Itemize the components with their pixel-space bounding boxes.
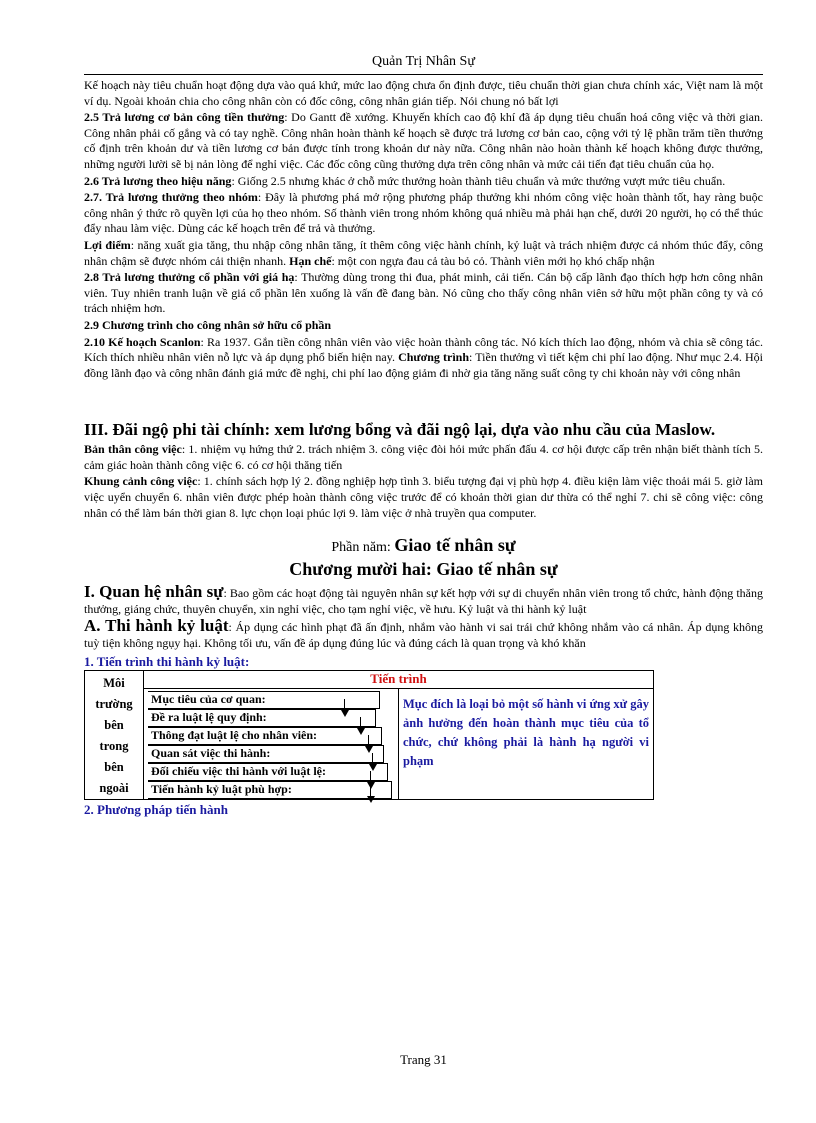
section-3-heading: III. Đãi ngộ phi tài chính: xem lương bổng và đãi ngộ lại, dựa vào nhu cầu của Maslow. <box>84 420 716 440</box>
item-text: : 1. nhiệm vụ hứng thứ 2. trách nhiệm 3. công việc đòi hỏi mức phấn đấu 4. cơ hội được cấp trên nhận biết thành tích 5. cảm giác hoàn thành công việc 6. có cơ hội thăng tiến <box>84 442 763 472</box>
environment-cell <box>85 671 144 800</box>
process-column-header: Tiến trình <box>144 671 654 689</box>
env-word: bên <box>104 718 124 733</box>
item-text: : một con ngựa đau cả tàu bỏ cỏ. Thành viên mới họ khó chấp nhận <box>331 253 655 268</box>
process-step: Mục tiêu của cơ quan: <box>148 691 380 709</box>
process-step: Thông đạt luật lệ cho nhân viên: <box>148 727 382 745</box>
env-word: ngoài <box>99 781 129 796</box>
discipline-process-table <box>84 670 654 800</box>
page-number: Trang 31 <box>400 1052 447 1067</box>
item-2-9 <box>84 318 763 334</box>
item-text: : Tiền thưởng vì tiết kệm chi phí lao động. Như mục 2.4. Hội đồng lãnh đạo và công nhân đánh giá mức đề nghị, chi phí lao động giảm đi nhờ gia tăng năng suất công ty chi khoản này với công nhân <box>84 350 763 380</box>
item-text: : năng xuất gia tăng, thu nhập công nhân tăng, ít thêm công việc hành chính, kỷ luật và trách nhiệm được cả nhóm thúc đẩy, công nhân chậm sẽ được nhóm cải thiện nhanh. <box>84 237 763 268</box>
chapter-title: Chương mười hai: Giao tế nhân sự <box>289 559 558 580</box>
page-content <box>84 78 763 818</box>
work-environment-paragraph <box>84 474 763 521</box>
process-steps-cell <box>144 688 399 799</box>
env-word: Môi <box>103 676 125 691</box>
arrow-down-icon <box>368 753 378 771</box>
process-heading: 1. Tiến trình thi hành kỷ luật: <box>84 653 250 669</box>
item-label: 2.10 Kế hoạch Scanlon <box>84 334 201 349</box>
header-rule <box>84 74 763 75</box>
item-label: A. Thi hành kỷ luật <box>84 616 229 636</box>
item-label: 2.9 Chương trình cho công nhân sở hữu cổ phần <box>84 317 332 332</box>
intro-paragraph: Kế hoạch này tiêu chuẩn hoạt động dựa vào quá khứ, mức lao động chưa ổn định được, tiêu chuẩn thời gian chưa chính xác, Việt nam là một ví dụ. Ngoài khoản chia cho công nhân còn có đốc công, công nhân gián tiếp. Nói chung nó bất lợi <box>84 78 763 108</box>
arrow-down-icon <box>366 785 376 803</box>
item-text: : 1. chính sách hợp lý 2. đồng nghiệp hợp tình 3. biểu tượng đại vị phù hợp 4. điều kiện làm việc thoải mái 5. giờ làm việc uyển chuyển 6. nhân viên được phép hoàn thành công việc trước để có khoản thời gian dư thừa có thể nghỉ 7. chi sẽ công việc: công nhân có thể làm bán thời gian 8. lực chọn loại phúc lợi 9. làm việc ở nhà truyền qua computer. <box>84 474 764 520</box>
item-label: I. Quan hệ nhân sự <box>84 582 224 602</box>
item-2-6 <box>84 174 763 190</box>
item-label: 2.6 Trả lương theo hiệu năng <box>84 173 232 188</box>
env-word: trong <box>99 739 129 754</box>
item-text: : Đây là phương phá mở rộng phương pháp thưởng khi nhóm công việc hoàn thành tốt, hay ràng buộc công nhân ý thức rõ quyền lợi của họ theo nhóm. Số thành viên trong nhóm không quá nhiều mà phải hạn chế, dưới 20 người, họ có thể thúc đẩy nhau làm việc. Dùng các kế hoạch trên để trả và thưởng. <box>84 190 764 236</box>
item-label: Hạn chế <box>289 253 332 268</box>
advantages-paragraph <box>84 238 763 269</box>
process-step: Đối chiếu việc thi hành với luật lệ: <box>148 763 388 781</box>
page-header: Quản Trị Nhân Sự <box>372 54 475 69</box>
part-title-text: Giao tế nhân sự <box>394 535 516 556</box>
arrow-down-icon <box>340 699 350 717</box>
arrow-down-icon <box>356 717 366 735</box>
process-description: Mục đích là loại bỏ một số hành vi ứng xử gây ảnh hưởng đến hoàn thành mục tiêu của tổ chức, chứ không phải là hành hạ người vi phạm <box>399 688 654 799</box>
process-step: Đề ra luật lệ quy định: <box>148 709 376 727</box>
item-2-8 <box>84 270 763 317</box>
item-label: 2.5 Trả lương cơ bản công tiền thưởng <box>84 110 285 125</box>
env-word: trường <box>95 697 133 712</box>
process-step: Tiến hành kỷ luật phù hợp: <box>148 781 392 799</box>
item-text: : Do Gantt đề xướng. Khuyến khích cao độ khí đã áp dụng tiêu chuẩn hoá công việc và thời gian. Công nhân phải cố gắng và có tay nghề. Công nhân hoàn thành kế hoạch sẽ được trả lương cơ bản cao, cộng với tỷ lệ phần trăm tiền thưởng cố định trên khoản dư và tiền lương cơ bản được tính trong khoản dư này nữa. Công nhân nào hoàn thành kế hoạch không được thưởng, những người lười sẽ bị nản lòng để nghỉ việc. Các đốc công cũng thưởng dựa trên công nhân và mức cải tiến đạt tiêu chuẩn của họ. <box>84 110 763 171</box>
hr-relations-paragraph <box>84 584 763 617</box>
item-text: : Giống 2.5 nhưng khác ở chỗ mức thưởng hoàn thành tiêu chuẩn và mức thưởng vượt mức tiêu chuẩn. <box>231 173 726 188</box>
part-title <box>84 535 763 558</box>
item-label: Khung cảnh công việc <box>84 474 198 489</box>
item-label: 2.8 Trả lương thưởng cổ phần với giá hạ <box>84 270 295 285</box>
item-label: Lợi điểm <box>84 237 131 252</box>
job-itself-paragraph <box>84 442 763 473</box>
item-text: : Áp dụng các hình phạt đã ấn định, nhắm vào hành vi sai trái chứ không nhắm vào cá nhân. Áp dụng không tuỳ tiện không ngụy hại. Không tối ưu, vấn đề áp dụng đúng lúc và đúng cách là quan trọng và khó khăn <box>84 620 763 651</box>
item-text: : Bao gồm các hoạt động tài nguyên nhân sự kết hợp với sự di chuyển nhân viên trong tổ chức, hành động thăng thưởng, giáng chức, thuyên chuyển, xin nghỉ việc, cho tạm nghỉ việc, về hưu. Kỷ luật và thi hành kỷ luật <box>84 586 763 616</box>
discipline-paragraph <box>84 618 763 651</box>
item-label: 2.7. Trả lương thưởng theo nhóm <box>84 190 258 205</box>
env-word: bên <box>104 760 124 775</box>
spacer <box>84 382 763 420</box>
item-2-7 <box>84 190 763 237</box>
item-2-5 <box>84 110 763 172</box>
part-prefix: Phần năm: <box>331 540 395 556</box>
arrow-down-icon <box>364 735 374 753</box>
item-label: Chương trình <box>398 350 470 365</box>
item-text: : Thường dùng trong thi đua, phát minh, cải tiến. Cán bộ cấp lãnh đạo thích hợp hơn công nhân viên. Tuy nhiên tranh luận về giá cổ phần lên xuống là vấn đề đang bàn. Nó cũng cho thấy công nhân viên sở hữu một phần công ty và có trách nhiệm hơn. <box>84 270 763 316</box>
process-step: Quan sát việc thi hành: <box>148 745 384 763</box>
item-label: Bản thân công việc <box>84 442 182 457</box>
method-heading: 2. Phương pháp tiến hành <box>84 802 228 818</box>
item-2-10 <box>84 335 763 382</box>
item-text: : Ra 1937. Gắn tiền công nhân viên vào việc hoàn thành công tác. Nó kích thích lao động, nhóm và chia sẽ công tác. Kích thích nhiều nhân viên nỗ lực và áp dụng phổ biến hiện nay. <box>84 334 763 365</box>
